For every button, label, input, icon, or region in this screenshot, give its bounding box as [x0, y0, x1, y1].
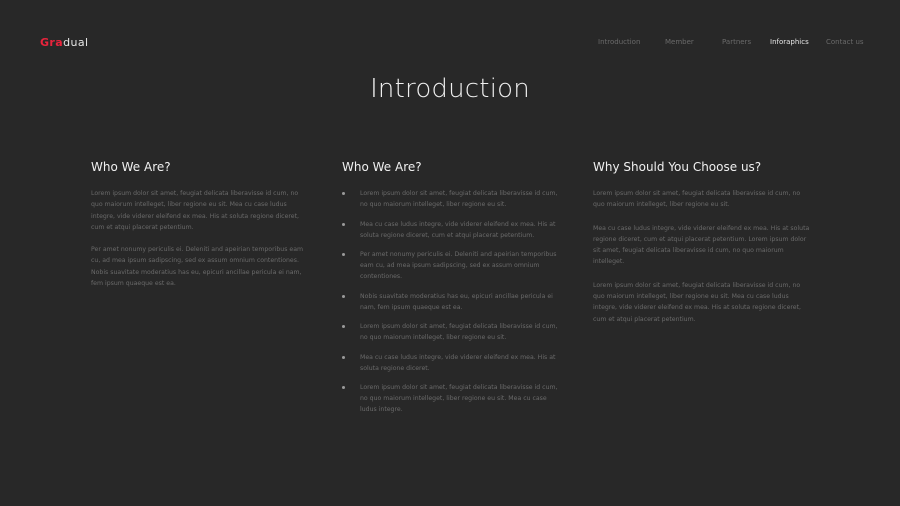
list-item-text: Lorem ipsum dolor sit amet, feugiat delicata liberavisse id cum, no quo maiorum intelleget, liber regione eu sit. [360, 323, 558, 341]
bullet-dot-icon [342, 295, 345, 298]
bullet-dot-icon [342, 192, 345, 195]
bullet-dot-icon [342, 253, 345, 256]
list-item [342, 249, 560, 282]
column-paragraph: Per amet nonumy periculis ei. Deleniti and apeirian temporibus eam cu, ad mea ipsum sadipscing, sed ex assum omnium contentiones. Nobis suavitate moderatius has eu, epicuri ancillae pericula ei nam, fem ipsum quaeque est ea. [91, 246, 304, 288]
bullet-list [342, 188, 560, 415]
column-paragraph: Lorem ipsum dolor sit amet, feugiat delicata liberavisse id cum, no quo maiorum intelleget, liber regione eu sit. Mea cu case ludus integre, vide viderer eleifend ex mea. His at soluta regione diceret, cum et atqui placerat petentium. [593, 281, 801, 323]
list-item-text: Lorem ipsum dolor sit amet, feugiat delicata liberavisse id cum, no quo maiorum intelleget, liber regione eu sit. [360, 190, 558, 208]
list-item-text: Mea cu case ludus integre, vide viderer eleifend ex mea. His at soluta regione diceret. [360, 353, 556, 372]
column-heading: Who We Are? [91, 160, 171, 174]
bullet-dot-icon [342, 325, 345, 328]
column-why-choose-us [593, 160, 811, 337]
list-item [342, 291, 560, 313]
list-item-text: Per amet nonumy periculis ei. Deleniti and apeirian temporibus eam cu, ad mea ipsum sadipscing, sed ex assum omnium contentiones. [360, 251, 557, 280]
nav-item-introduction[interactable]: Introduction [598, 38, 641, 46]
list-item [342, 219, 560, 241]
nav-item-inforaphics[interactable]: Inforaphics [770, 38, 809, 46]
top-navigation [0, 38, 900, 50]
logo-accent-text: Gra [40, 36, 64, 49]
nav-item-member[interactable]: Member [665, 38, 694, 46]
bullet-dot-icon [342, 386, 345, 389]
bullet-dot-icon [342, 223, 345, 226]
nav-item-contact[interactable]: Contact us [826, 38, 864, 46]
column-heading: Who We Are? [342, 160, 422, 174]
list-item [342, 352, 560, 374]
column-heading: Why Should You Choose us? [593, 160, 762, 174]
column-paragraph: Lorem ipsum dolor sit amet, feugiat delicata liberavisse id cum, no quo maiorum intelleget, liber regione eu sit. Mea cu case ludus integre, vide viderer eleifend ex mea. His at soluta regione diceret, cum et atqui placerat petentium. [91, 190, 299, 231]
column-paragraph: Lorem ipsum dolor sit amet, feugiat delicata liberavisse id cum, no quo maiorum intelleget, liber regione eu sit. [593, 190, 801, 209]
page-title: Introduction [370, 74, 530, 104]
column-paragraph: Mea cu case ludus integre, vide viderer eleifend ex mea. His at soluta regione diceret, cum et atqui placerat petentium. Lorem ipsum dolor sit amet, feugiat delicata liberavisse id cum, no quo maiorum intelleget. [593, 224, 810, 266]
nav-item-partners[interactable]: Partners [722, 38, 752, 46]
logo-text: dual [63, 36, 89, 49]
column-who-we-are-list [342, 160, 560, 424]
list-item-text: Lorem ipsum dolor sit amet, feugiat delicata liberavisse id cum, no quo maiorum intelleget, liber regione eu sit. Mea cu case ludus integre. [360, 384, 558, 413]
column-who-we-are [91, 160, 309, 300]
list-item-text: Nobis suavitate moderatius has eu, epicuri ancillae pericula ei nam, fem ipsum quaeque est ea. [360, 292, 553, 311]
list-item [342, 382, 560, 415]
list-item [342, 321, 560, 343]
list-item-text: Mea cu case ludus integre, vide viderer eleifend ex mea. His at soluta regione diceret, cum et atqui placerat petentium. [360, 220, 556, 239]
list-item [342, 188, 560, 210]
bullet-dot-icon [342, 356, 345, 359]
